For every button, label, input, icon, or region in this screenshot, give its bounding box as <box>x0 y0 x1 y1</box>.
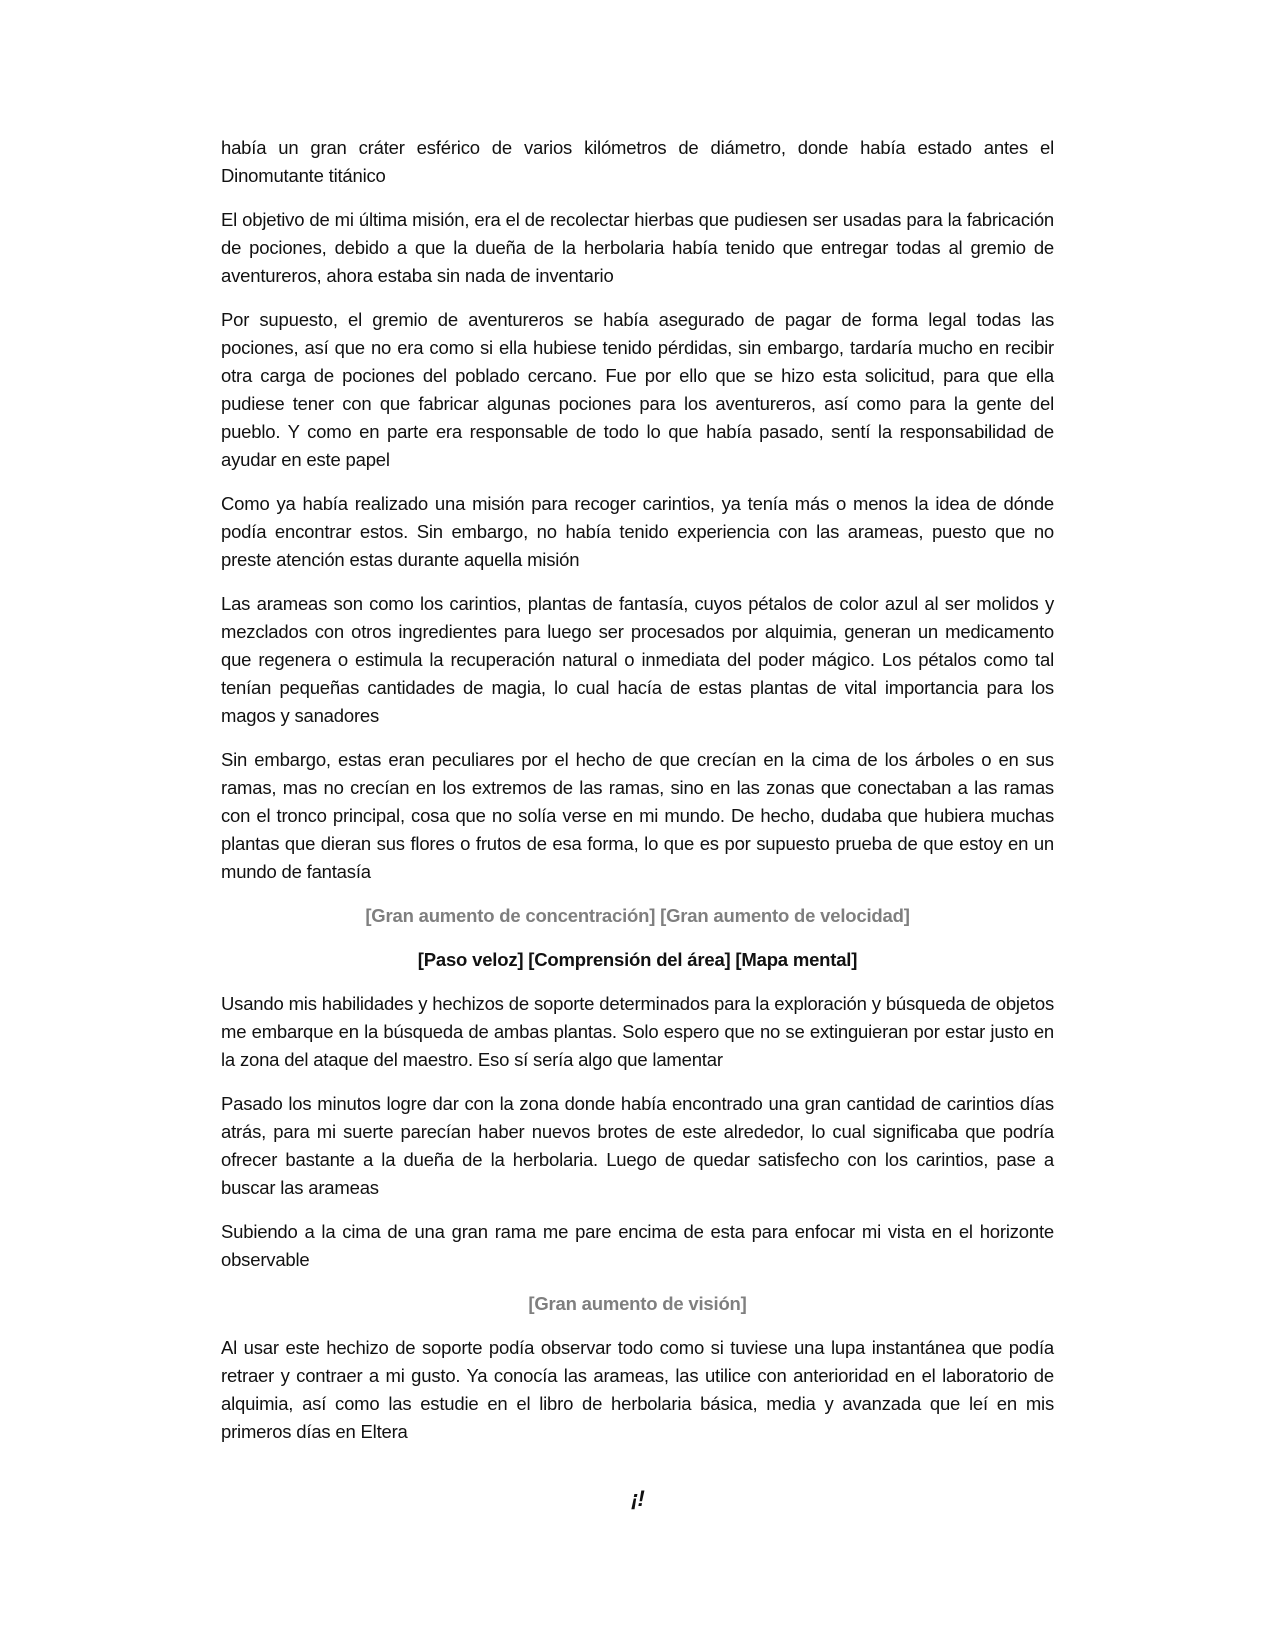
paragraph: Las arameas son como los carintios, plantas de fantasía, cuyos pétalos de color azul al ser molidos y mezclados con otros ingredientes para luego ser procesados por alquimia, generan un medicamento que regenera o estimula la recuperación natural o inmediata del poder mágico. Los pétalos como tal tenían pequeñas cantidades de magia, lo cual hacía de estas plantas de vital importancia para los magos y sanadores <box>221 593 1054 726</box>
paragraph: había un gran cráter esférico de varios kilómetros de diámetro, donde había estado antes el Dinomutante titánico <box>221 137 1054 186</box>
skill-callout-gray: [Gran aumento de visión] <box>528 1293 747 1314</box>
document-page <box>221 134 1054 1462</box>
paragraph: Al usar este hechizo de soporte podía observar todo como si tuviese una lupa instantánea que podía retraer y contraer a mi gusto. Ya conocía las arameas, las utilice con anterioridad en el laboratorio de alquimia, así como las estudie en el libro de herbolaria básica, media y avanzada que leí en mis primeros días en Eltera <box>221 1337 1054 1442</box>
paragraph: Usando mis habilidades y hechizos de soporte determinados para la exploración y búsqueda de objetos me embarque en la búsqueda de ambas plantas. Solo espero que no se extinguieran por estar justo en la zona del ataque del maestro. Eso sí sería algo que lamentar <box>221 993 1054 1070</box>
paragraph: Subiendo a la cima de una gran rama me pare encima de esta para enfocar mi vista en el horizonte observable <box>221 1221 1054 1270</box>
paragraph: Pasado los minutos logre dar con la zona donde había encontrado una gran cantidad de carintios días atrás, para mi suerte parecían haber nuevos brotes de este alrededor, lo cual significaba que podría ofrecer bastante a la dueña de la herbolaria. Luego de quedar satisfecho con los carintios, pase a buscar las arameas <box>221 1093 1054 1198</box>
paragraph: Sin embargo, estas eran peculiares por el hecho de que crecían en la cima de los árboles o en sus ramas, mas no crecían en los extremos de las ramas, sino en las zonas que conectaban a las ramas con el tronco principal, cosa que no solía verse en mi mundo. De hecho, dudaba que hubiera muchas plantas que dieran sus flores o frutos de esa forma, lo que es por supuesto prueba de que estoy en un mundo de fantasía <box>221 749 1054 882</box>
paragraph: El objetivo de mi última misión, era el de recolectar hierbas que pudiesen ser usadas para la fabricación de pociones, debido a que la dueña de la herbolaria había tenido que entregar todas al gremio de aventureros, ahora estaba sin nada de inventario <box>221 209 1054 286</box>
paragraph: Por supuesto, el gremio de aventureros se había asegurado de pagar de forma legal todas las pociones, así que no era como si ella hubiese tenido pérdidas, sin embargo, tardaría mucho en recibir otra carga de pociones del poblado cercano. Fue por ello que se hizo esta solicitud, para que ella pudiese tener con que fabricar algunas pociones para los aventureros, así como para la gente del pueblo. Y como en parte era responsable de todo lo que había pasado, sentí la responsabilidad de ayudar en este papel <box>221 309 1054 470</box>
skill-callout-gray: [Gran aumento de concentración] [Gran aumento de velocidad] <box>365 905 910 926</box>
paragraph: Como ya había realizado una misión para recoger carintios, ya tenía más o menos la idea de dónde podía encontrar estos. Sin embargo, no había tenido experiencia con las arameas, puesto que no preste atención estas durante aquella misión <box>221 493 1054 570</box>
skill-callout-black: [Paso veloz] [Comprensión del área] [Mapa mental] <box>417 949 858 970</box>
footer-logo-mark: ¡! <box>631 1486 644 1511</box>
